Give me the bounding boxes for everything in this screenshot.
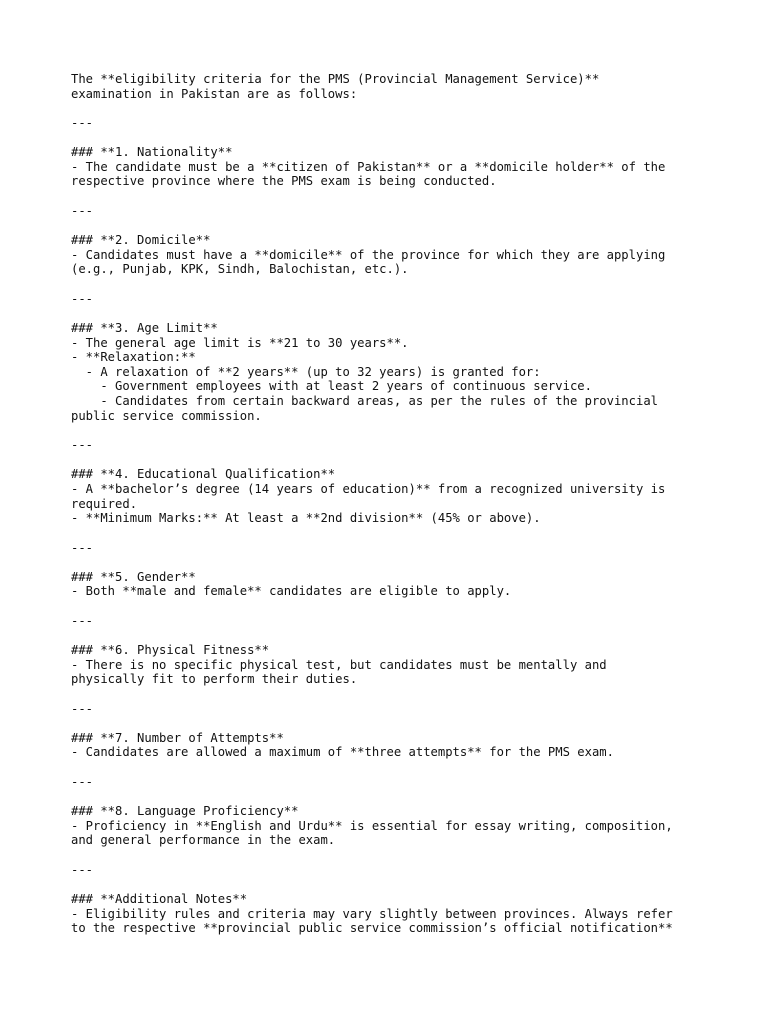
bullet-line: - Candidates are allowed a maximum of **three attempts** for the PMS exam. — [71, 745, 614, 760]
bullet-line: - Both **male and female** candidates are eligible to apply. — [71, 584, 512, 599]
section-heading: ### **8. Language Proficiency** — [71, 804, 299, 819]
bullet-line: - Eligibility rules and criteria may vary slightly between provinces. Always refer — [71, 906, 673, 921]
blank-line — [71, 877, 711, 892]
divider-line: --- — [71, 540, 94, 555]
text-line: to the respective **provincial public service commission’s official notification** — [71, 921, 673, 936]
blank-line — [71, 189, 711, 204]
text-line: and general performance in the exam. — [71, 833, 336, 848]
bullet-line: - The candidate must be a **citizen of Pakistan** or a **domicile holder** of the — [71, 159, 666, 174]
divider-line: --- — [71, 774, 94, 789]
bullet-line: - Candidates from certain backward areas, as per the rules of the provincial — [71, 394, 658, 409]
blank-line — [71, 277, 711, 292]
bullet-line: - **Minimum Marks:** At least a **2nd division** (45% or above). — [71, 511, 541, 526]
divider-line: --- — [71, 438, 94, 453]
text-line: physically fit to perform their duties. — [71, 672, 358, 687]
section-heading: ### **3. Age Limit** — [71, 320, 218, 335]
blank-line — [71, 526, 711, 541]
blank-line — [71, 131, 711, 146]
section-heading: ### **1. Nationality** — [71, 145, 233, 160]
divider-line: --- — [71, 203, 94, 218]
section-heading: ### **7. Number of Attempts** — [71, 730, 284, 745]
blank-line — [71, 306, 711, 321]
text-line: The **eligibility criteria for the PMS (Provincial Management Service)** — [71, 72, 600, 86]
text-line: required. — [71, 496, 138, 511]
divider-line: --- — [71, 862, 94, 877]
bullet-line: - **Relaxation:** — [71, 350, 196, 365]
divider-line: --- — [71, 291, 94, 306]
section-heading: ### **5. Gender** — [71, 569, 196, 584]
text-line: (e.g., Punjab, KPK, Sindh, Balochistan, etc.). — [71, 262, 409, 277]
bullet-line: - A relaxation of **2 years** (up to 32 years) is granted for: — [71, 364, 541, 379]
bullet-line: - Candidates must have a **domicile** of the province for which they are applying — [71, 247, 666, 262]
blank-line — [71, 101, 711, 116]
section-heading: ### **Additional Notes** — [71, 891, 248, 906]
section-heading: ### **6. Physical Fitness** — [71, 642, 270, 657]
blank-line — [71, 453, 711, 468]
blank-line — [71, 628, 711, 643]
bullet-line: - Government employees with at least 2 years of continuous service. — [71, 379, 592, 394]
bullet-line: - There is no specific physical test, but candidates must be mentally and — [71, 657, 607, 672]
bullet-line: - A **bachelor’s degree (14 years of education)** from a recognized university is — [71, 481, 666, 496]
text-line: examination in Pakistan are as follows: — [71, 86, 358, 101]
divider-line: --- — [71, 613, 94, 628]
blank-line — [71, 423, 711, 438]
text-line: public service commission. — [71, 408, 262, 423]
document-page — [71, 72, 711, 936]
blank-line — [71, 716, 711, 731]
blank-line — [71, 218, 711, 233]
blank-line — [71, 555, 711, 570]
section-heading: ### **4. Educational Qualification** — [71, 467, 336, 482]
bullet-line: - The general age limit is **21 to 30 years**. — [71, 335, 409, 350]
blank-line — [71, 789, 711, 804]
divider-line: --- — [71, 701, 94, 716]
blank-line — [71, 848, 711, 863]
blank-line — [71, 687, 711, 702]
section-heading: ### **2. Domicile** — [71, 233, 211, 248]
bullet-line: - Proficiency in **English and Urdu** is essential for essay writing, composition, — [71, 818, 673, 833]
text-line: respective province where the PMS exam is being conducted. — [71, 174, 497, 189]
divider-line: --- — [71, 115, 94, 130]
blank-line — [71, 760, 711, 775]
blank-line — [71, 599, 711, 614]
